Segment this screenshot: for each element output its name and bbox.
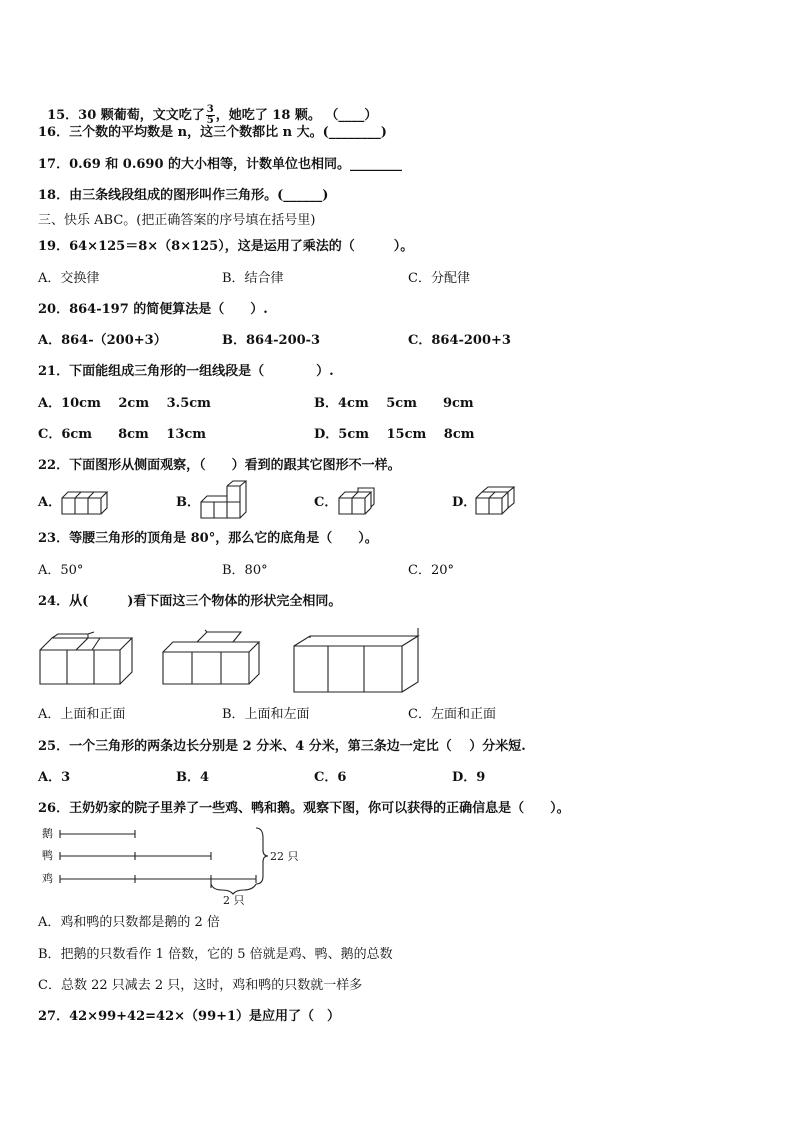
q15-text-after: ，她吃了 18 颗。 （____）: [215, 108, 378, 123]
q24-object-2-cubes: [161, 630, 261, 686]
q24-object-3-cubes: [292, 626, 424, 694]
q26-option-c: C．总数 22 只减去 2 只，这时，鸡和鸭的只数就一样多: [38, 978, 363, 993]
q25-option-b: B．4: [176, 770, 210, 785]
diagram-label-goose: 鹅: [42, 827, 53, 840]
question-24-stem: 24．从( )看下面这三个物体的形状完全相同。: [38, 594, 342, 609]
q20-option-c: C．864-200+3: [408, 333, 511, 348]
q24-object-1-cubes: [38, 630, 133, 688]
diagram-label-chicken: 鸡: [42, 872, 53, 885]
q22-option-a: A．: [38, 495, 62, 510]
diagram-label-total: 22 只: [270, 850, 299, 863]
q20-option-a: A．864-（200+3）: [38, 333, 167, 348]
q26-segment-diagram: [58, 826, 268, 894]
q21-option-c: C．6cm 8cm 13cm: [38, 427, 207, 442]
q19-option-b: B．结合律: [222, 271, 284, 286]
q26-option-b: B．把鹅的只数看作 1 倍数，它的 5 倍就是鸡、鸭、鹅的总数: [38, 947, 393, 962]
question-20-stem: 20．864-197 的简便算法是（ ）.: [38, 302, 268, 317]
q21-option-b: B．4cm 5cm 9cm: [314, 396, 474, 411]
question-15: [38, 89, 377, 126]
q25-option-d: D．9: [452, 770, 486, 785]
q19-option-c: C．分配律: [408, 271, 470, 286]
fraction-3-5: $\frac{3}{5}$: [206, 104, 214, 126]
question-16: 16．三个数的平均数是 n，这三个数都比 n 大。(________): [38, 125, 387, 140]
q26-option-a: A．鸡和鸭的只数都是鹅的 2 倍: [38, 915, 220, 930]
question-25-stem: 25．一个三角形的两条边长分别是 2 分米、4 分米，第三条边一定比（ ）分米短.: [38, 739, 526, 754]
question-21-stem: 21．下面能组成三角形的一组线段是（ ）.: [38, 364, 334, 379]
question-18: 18．由三条线段组成的图形叫作三角形。(______): [38, 188, 329, 203]
q22-option-b: B．: [176, 495, 200, 510]
q22-figure-a-cubes: [60, 488, 112, 516]
section-3-heading: 三、快乐 ABC。(把正确答案的序号填在括号里): [38, 213, 316, 228]
q15-text-before: 15．30 颗葡萄，文文吃了: [47, 108, 205, 123]
q21-option-a: A．10cm 2cm 3.5cm: [38, 396, 211, 411]
q22-option-d: D．: [452, 495, 477, 510]
q25-option-c: C．6: [314, 770, 347, 785]
q23-option-a: A．50°: [38, 563, 84, 578]
q22-figure-c-cubes: [337, 488, 381, 516]
q23-option-c: C．20°: [408, 563, 454, 578]
q20-option-b: B．864-200-3: [222, 333, 321, 348]
question-23-stem: 23．等腰三角形的顶角是 80°，那么它的底角是（ ）。: [38, 531, 378, 546]
q22-option-c: C．: [314, 495, 338, 510]
question-27: 27．42×99+42=42×（99+1）是应用了（ ）: [38, 1009, 341, 1024]
q22-figure-d-cubes: [474, 488, 522, 516]
question-22-stem: 22．下面图形从侧面观察，（ ）看到的跟其它图形不一样。: [38, 458, 401, 473]
q23-option-b: B．80°: [222, 563, 268, 578]
q24-option-c: C．左面和正面: [408, 707, 496, 722]
question-26-stem: 26．王奶奶家的院子里养了一些鸡、鸭和鹅。观察下图，你可以获得的正确信息是（ ）。: [38, 801, 570, 816]
q22-figure-b-cubes: [199, 484, 251, 520]
question-19-stem: 19．64×125＝8×（8×125），这是运用了乘法的（ ）。: [38, 239, 414, 254]
q21-option-d: D．5cm 15cm 8cm: [314, 427, 475, 442]
diagram-label-diff: 2 只: [223, 894, 245, 907]
q19-option-a: A．交换律: [38, 271, 100, 286]
diagram-label-duck: 鸭: [42, 849, 53, 862]
question-17: 17．0.69 和 0.690 的大小相等，计数单位也相同。________: [38, 157, 403, 172]
q25-option-a: A．3: [38, 770, 71, 785]
q24-option-a: A．上面和正面: [38, 707, 126, 722]
q24-option-b: B．上面和左面: [222, 707, 310, 722]
